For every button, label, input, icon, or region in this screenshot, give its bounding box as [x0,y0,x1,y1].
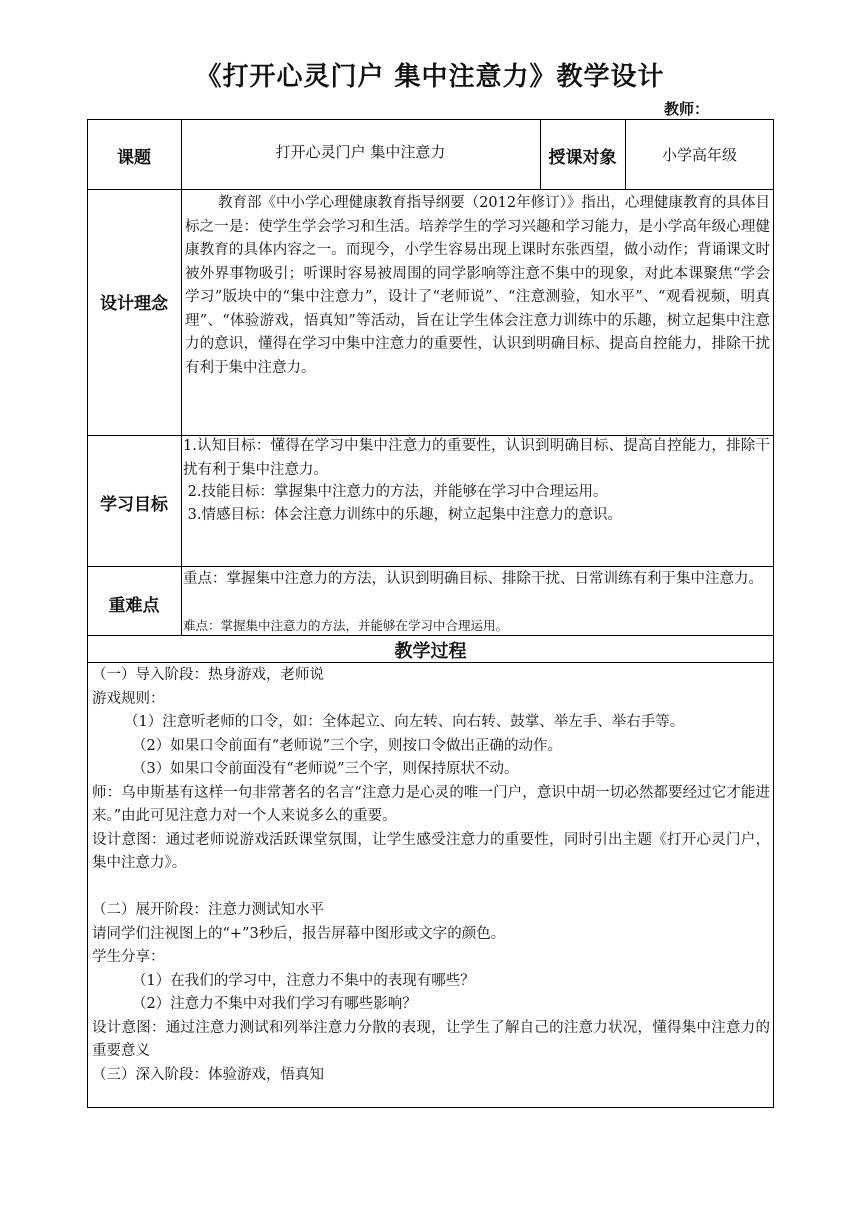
goals-label: 学习目标 [100,495,168,515]
goal-item: 3.情感目标：体会注意力训练中的乐趣，树立起集中注意力的意识。 [183,507,622,523]
difficult-point-text: 难点：掌握集中注意力的方法，并能够在学习中合理运用。 [183,618,509,633]
column-divider [181,119,182,635]
rule-item: （1）注意听老师的口令，如：全体起立、向左转、向右转、鼓掌、举左手、举右手等。 [124,714,685,730]
row-divider [87,635,774,636]
blank-line [92,876,770,900]
share-title: 学生分享： [92,949,165,965]
row-divider [87,189,774,190]
topic-value: 打开心灵门户 集中注意力 [275,143,446,161]
design-intent: 设计意图：通过老师说游戏活跃课堂氛围，让学生感受注意力的重要性，同时引出主题《打开心灵门户，集中注意力》。 [92,831,770,871]
design-intent: 设计意图：通过注意力测试和列举注意力分散的表现，让学生了解自己的注意力状况，懂得集中注意力的重要意义 [92,1019,770,1059]
stage-title: （二）展开阶段：注意力测试知水平 [92,902,324,918]
audience-value: 小学高年级 [661,146,737,164]
teacher-label: 教师： [664,100,710,118]
key-point-text: 重点：掌握集中注意力的方法，认识到明确目标、排除干扰、日常训练有利于集中注意力。 [183,571,763,587]
process-body [92,664,770,1087]
teacher-quote: 师：乌申斯基有这样一句非常著名的名言“注意力是心灵的唯一门户，意识中胡一切必然都要经过它才能进来。”由此可见注意力对一个人来说多么的重要。 [92,784,770,824]
document-title: 《打开心灵门户 集中注意力》教学设计 [195,62,665,92]
rule-item: （3）如果口令前面没有“老师说”三个字，则保持原状不动。 [132,761,519,777]
question-item: （1）在我们的学习中，注意力不集中的表现有哪些？ [132,972,475,989]
goal-item: 2.技能目标：掌握集中注意力的方法，并能够在学习中合理运用。 [183,484,608,500]
process-heading: 教学过程 [394,641,467,662]
stage-title: （一）导入阶段：热身游戏，老师说 [92,667,324,683]
rules-title: 游戏规则： [92,690,165,707]
test-instruction: 请同学们注视图上的“+”3秒后，报告屏幕中图形或文字的颜色。 [92,925,506,942]
key-points-label: 重难点 [108,596,160,616]
concept-label: 设计理念 [100,294,168,314]
concept-text: 教育部《中小学心理健康教育指导纲要（2012年修订）》指出，心理健康教育的具体目标之一是：使学生学会学习和生活。培养学生的学习兴趣和学习能力，是小学高年级心理健康教育的具体内容之一。而现今，小学生容易出现上课时东张西望，做小动作；背诵课文时被外界事物吸引；听课时容易被周围的同学影响等注意不集中的现象，对此本课聚焦“学会学习”版块中的“集中注意力”，设计了“老师说”、“注意测验，知水平”、“观看视频，明真理”、“体验游戏，悟真知”等活动，旨在让学生体会注意力训练中的乐趣，树立起集中注意力的意识，懂得在学习中集中注意力的重要性，认识到明确目标、提高自控能力，排除干扰有利于集中注意力。 [185,195,770,376]
audience-label: 授课对象 [548,148,617,168]
topic-label: 课题 [117,148,151,168]
stage-title: （三）深入阶段：体验游戏，悟真知 [92,1066,324,1083]
question-item: （2）注意力不集中对我们学习有哪些影响？ [132,996,417,1012]
rule-item: （2）如果口令前面有“老师说”三个字，则按口令做出正确的动作。 [132,737,563,754]
row-divider [87,566,774,567]
goal-item: 1.认知目标：懂得在学习中集中注意力的重要性，认识到明确目标、提高自控能力，排除干扰有利于集中注意力。 [183,438,770,478]
